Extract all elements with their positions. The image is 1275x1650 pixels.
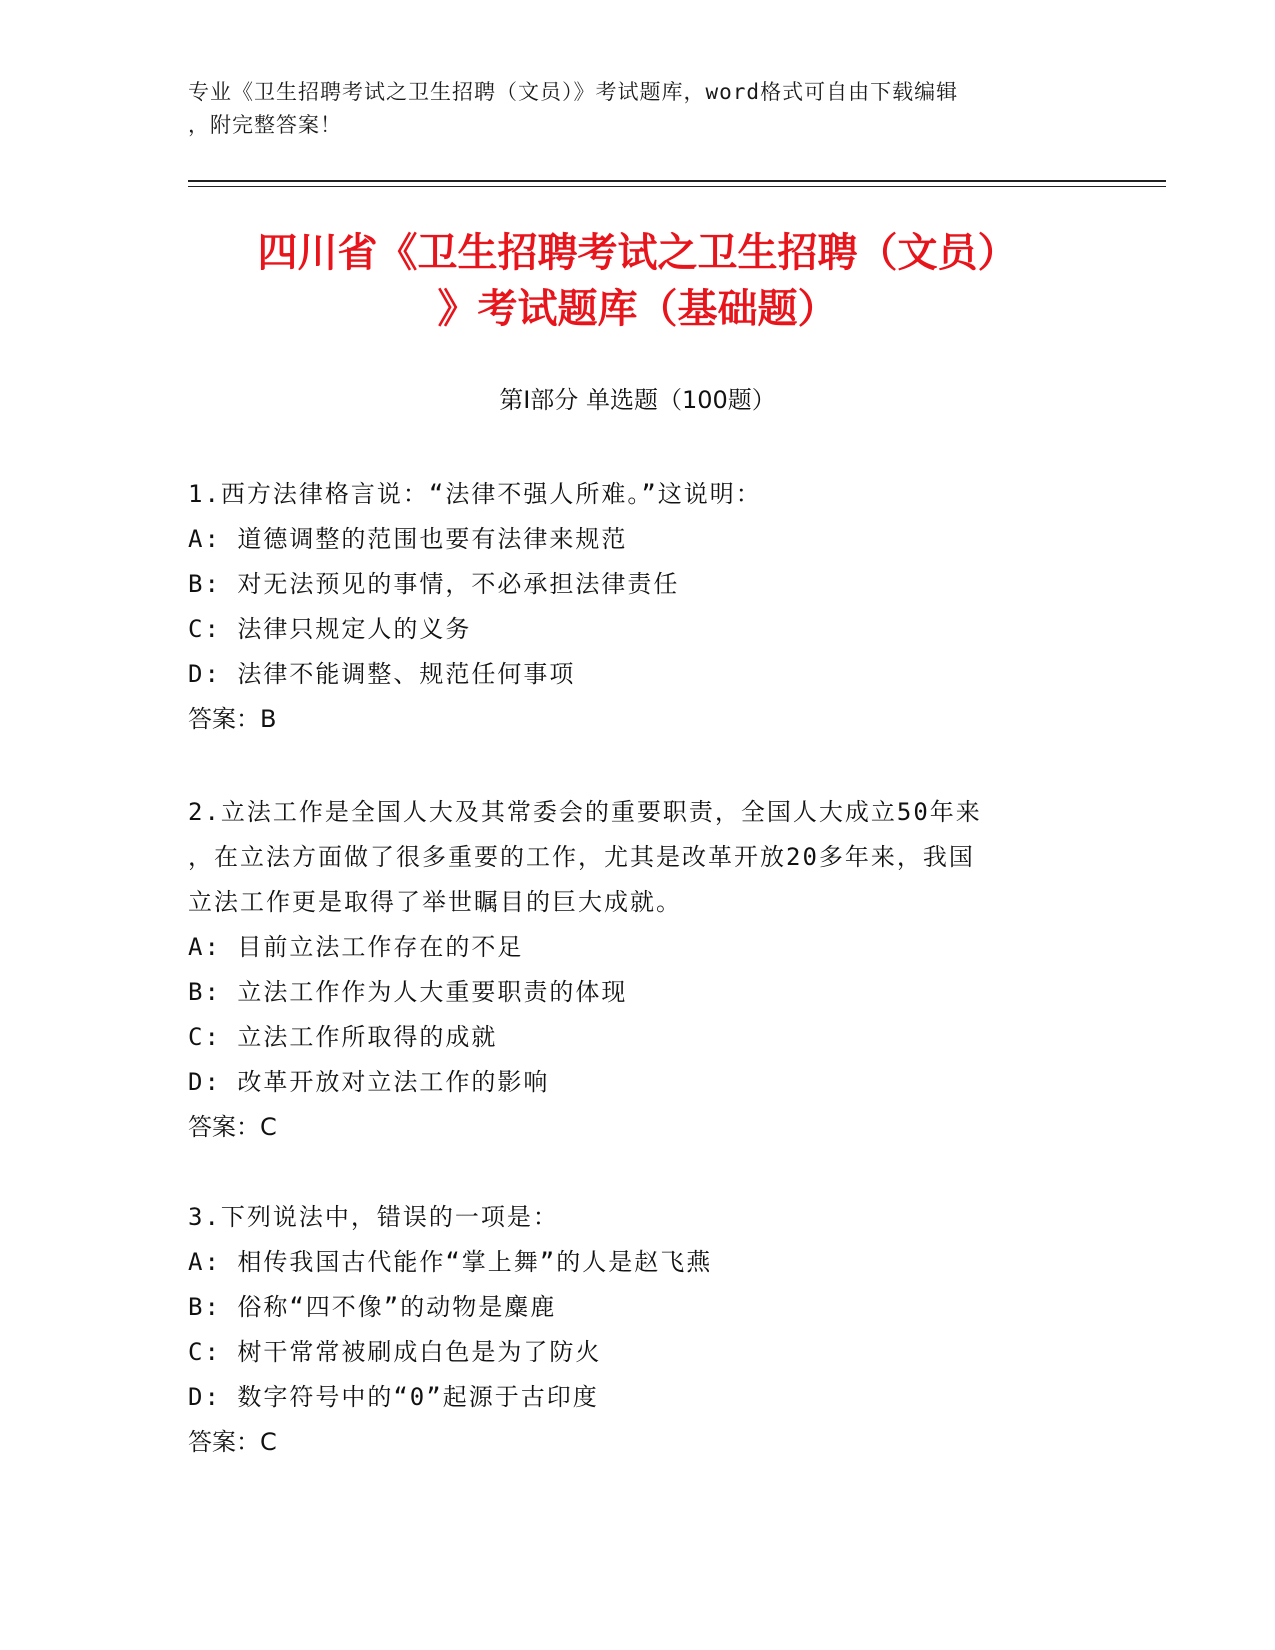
option-b: B: 对无法预见的事情，不必承担法律责任 bbox=[188, 570, 680, 598]
answer: 答案：C bbox=[188, 1113, 277, 1141]
option-b: B: 立法工作作为人大重要职责的体现 bbox=[188, 978, 628, 1006]
section-heading: 第Ⅰ部分 单选题（100题） bbox=[499, 386, 776, 414]
option-c: C: 树干常常被刷成白色是为了防火 bbox=[188, 1338, 602, 1366]
question-stem-line-1: 2.立法工作是全国人大及其常委会的重要职责，全国人大成立50年来 bbox=[188, 798, 982, 826]
question-stem-line-2: ，在立法方面做了很多重要的工作，尤其是改革开放20多年来，我国 bbox=[188, 843, 975, 871]
option-b: B: 俗称“四不像”的动物是麋鹿 bbox=[188, 1293, 557, 1321]
page-title bbox=[150, 225, 1125, 337]
option-a: A: 道德调整的范围也要有法律来规范 bbox=[188, 525, 628, 553]
header-note-line-1: 专业《卫生招聘考试之卫生招聘（文员）》考试题库，word格式可自由下载编辑 bbox=[188, 80, 959, 104]
question-3 bbox=[188, 1195, 1068, 1465]
page-title-line-1: 四川省《卫生招聘考试之卫生招聘（文员） bbox=[257, 230, 1018, 276]
option-c: C: 立法工作所取得的成就 bbox=[188, 1023, 498, 1051]
option-d: D: 改革开放对立法工作的影响 bbox=[188, 1068, 550, 1096]
option-d: D: 数字符号中的“0”起源于古印度 bbox=[188, 1383, 599, 1411]
question-stem: 1.西方法律格言说：“法律不强人所难。”这说明： bbox=[188, 480, 762, 508]
answer: 答案：B bbox=[188, 705, 277, 733]
header-divider-bottom bbox=[188, 186, 1166, 187]
option-c: C: 法律只规定人的义务 bbox=[188, 615, 472, 643]
answer: 答案：C bbox=[188, 1428, 277, 1456]
question-1 bbox=[188, 472, 1068, 742]
question-stem-line-3: 立法工作更是取得了举世瞩目的巨大成就。 bbox=[188, 888, 682, 916]
option-a: A: 目前立法工作存在的不足 bbox=[188, 933, 524, 961]
option-d: D: 法律不能调整、规范任何事项 bbox=[188, 660, 576, 688]
header-note-line-2: ，附完整答案！ bbox=[188, 113, 342, 137]
header-note bbox=[188, 76, 1088, 142]
header-divider-top bbox=[188, 180, 1166, 182]
question-2 bbox=[188, 790, 1068, 1150]
option-a: A: 相传我国古代能作“掌上舞”的人是赵飞燕 bbox=[188, 1248, 713, 1276]
page-title-line-2: 》考试题库（基础题） bbox=[437, 286, 838, 332]
question-stem: 3.下列说法中，错误的一项是： bbox=[188, 1203, 559, 1231]
